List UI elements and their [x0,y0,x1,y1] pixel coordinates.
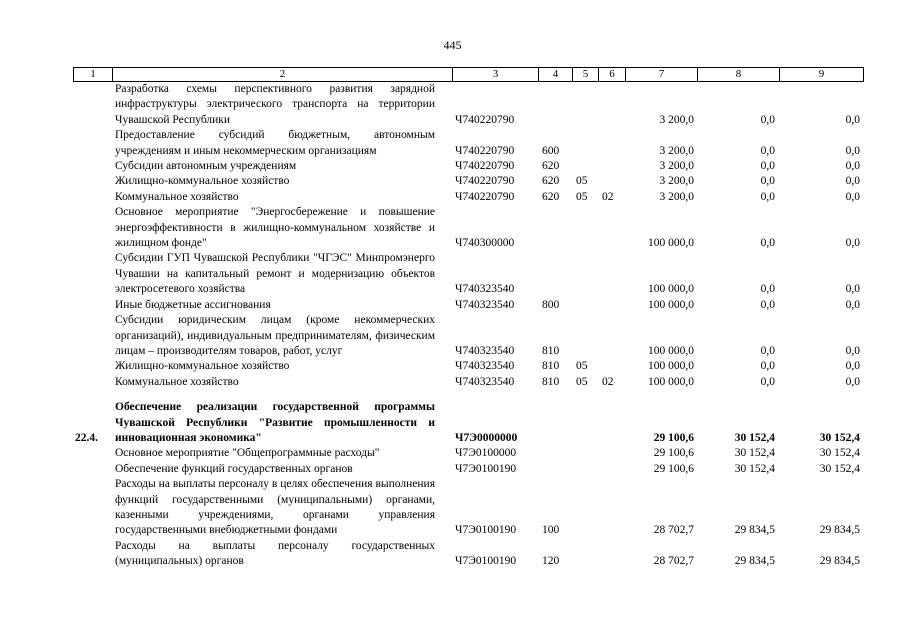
amount-col-8: 30 152,4 [734,462,775,475]
expense-type-code: 600 [542,144,560,157]
amount-col-8: 0,0 [760,144,775,157]
row-name: Основное мероприятие "Энергосбережение и повышение энергоэффективности в жилищно-коммунальном хозяйстве и жилищном фонде" [115,206,435,250]
amount-col-7: 100 000,0 [648,360,694,373]
amount-col-8: 0,0 [760,344,775,357]
target-article-code: Ч740300000 [455,237,515,250]
expense-type-code: 810 [542,360,560,373]
target-article-code: Ч740323540 [455,360,515,373]
target-article-code: Ч740220790 [455,144,515,157]
row-name: Субсидии юридическим лицам (кроме некоммерческих организаций), индивидуальным предпринимателям, физическим лицам – производителям товаров, работ, услуг [115,314,435,357]
table-row [73,446,864,461]
row-name: Расходы на выплаты персоналу в целях обеспечения выполнения функций государственными (муниципальными) органами, казенными учреждениями, органами управления государственными внебюджетными фондами [115,478,435,537]
amount-col-8: 29 834,5 [734,555,775,568]
table-row [73,159,864,174]
amount-col-9: 0,0 [845,344,860,357]
expense-type-code: 620 [542,175,560,188]
amount-col-8: 0,0 [760,298,775,311]
amount-col-8: 30 152,4 [734,447,775,460]
amount-col-7: 3 200,0 [659,144,694,157]
amount-col-7: 29 100,6 [653,462,694,475]
section-code: 05 [576,375,588,388]
amount-col-9: 29 834,5 [819,524,860,537]
page-number: 445 [443,38,462,52]
amount-col-8: 30 152,4 [734,431,775,444]
amount-col-7: 100 000,0 [648,283,694,296]
table-row [73,313,864,359]
amount-col-7: 100 000,0 [648,298,694,311]
amount-col-8: 0,0 [760,190,775,203]
header-col-4: 4 [538,68,572,81]
table-row [73,539,864,570]
target-article-code: Ч7Э0100190 [455,555,517,568]
target-article-code: Ч740323540 [455,344,515,357]
table-row [73,359,864,374]
target-article-code: Ч740220790 [455,175,515,188]
header-col-1: 1 [90,68,96,80]
amount-col-8: 0,0 [760,283,775,296]
amount-col-8: 0,0 [760,360,775,373]
target-article-code: Ч7Э0100190 [455,462,517,475]
amount-col-7: 100 000,0 [648,237,694,250]
header-col-9: 9 [779,68,863,81]
amount-col-8: 0,0 [760,375,775,388]
row-name: Жилищно-коммунальное хозяйство [115,360,290,373]
header-col-7: 7 [625,68,697,81]
amount-col-9: 0,0 [845,175,860,188]
target-article-code: Ч740220790 [455,160,515,173]
table-row [73,462,864,477]
amount-col-8: 0,0 [760,113,775,126]
table-header [73,67,864,82]
amount-col-7: 28 702,7 [653,524,694,537]
amount-col-7: 3 200,0 [659,190,694,203]
header-col-2: 2 [112,68,452,81]
amount-col-7: 3 200,0 [659,175,694,188]
target-article-code: Ч740220790 [455,113,515,126]
row-name: Расходы на выплаты персоналу государственных (муниципальных) органов [115,539,435,568]
section-code: 05 [576,360,588,373]
row-name: Иные бюджетные ассигнования [115,298,271,311]
amount-col-9: 0,0 [845,144,860,157]
target-article-code: Ч740323540 [455,283,515,296]
section-code: 05 [576,190,588,203]
row-name: Субсидии ГУП Чувашской Республики "ЧГЭС" Минпромэнерго Чувашии на капитальный ремонт и модернизацию объектов электросетевого хозяйства [115,252,435,296]
row-spacer [73,390,864,400]
table-row [73,82,864,128]
amount-col-8: 0,0 [760,175,775,188]
target-article-code: Ч7Э0100190 [455,524,517,537]
amount-col-9: 0,0 [845,190,860,203]
amount-col-7: 28 702,7 [653,555,694,568]
target-article-code: Ч740220790 [455,190,515,203]
row-name: Предоставление субсидий бюджетным, автономным учреждениям и иным некоммерческим организациям [115,129,435,157]
amount-col-7: 29 100,6 [653,447,694,460]
amount-col-7: 100 000,0 [648,375,694,388]
table-row [73,375,864,390]
row-name: Коммунальное хозяйство [115,375,239,388]
target-article-code: Ч7Э0000000 [455,431,518,444]
amount-col-8: 29 834,5 [734,524,775,537]
expense-type-code: 810 [542,375,560,388]
table-body [73,82,864,570]
row-name: Обеспечение функций государственных органов [115,462,353,475]
table-row [73,128,864,159]
amount-col-7: 3 200,0 [659,113,694,126]
table-row [73,174,864,189]
amount-col-9: 0,0 [845,298,860,311]
amount-col-8: 0,0 [760,160,775,173]
amount-col-7: 29 100,6 [653,431,694,444]
table-row [73,205,864,251]
table-row [73,190,864,205]
amount-col-9: 30 152,4 [819,431,860,444]
row-name: Субсидии автономным учреждениям [115,160,297,173]
table-row [73,251,864,297]
amount-col-7: 3 200,0 [659,160,694,173]
amount-col-8: 0,0 [760,237,775,250]
header-col-8: 8 [697,68,779,81]
table-row [73,477,864,539]
subsection-code: 02 [602,190,614,203]
expense-type-code: 810 [542,344,560,357]
expense-type-code: 120 [542,555,560,568]
target-article-code: Ч740323540 [455,375,515,388]
amount-col-7: 100 000,0 [648,344,694,357]
expense-type-code: 800 [542,298,560,311]
row-name: Разработка схемы перспективного развития зарядной инфраструктуры электрического транспорта на территории Чувашской Республики [115,83,435,126]
amount-col-9: 0,0 [845,237,860,250]
amount-col-9: 30 152,4 [819,447,860,460]
row-name: Обеспечение реализации государственной программы Чувашской Республики "Развитие промышленности и инновационная экономика" [115,401,435,444]
table-row [73,400,864,446]
amount-col-9: 0,0 [845,113,860,126]
expense-type-code: 620 [542,160,560,173]
amount-col-9: 30 152,4 [819,462,860,475]
row-name: Основное мероприятие "Общепрограммные расходы" [115,447,380,460]
target-article-code: Ч740323540 [455,298,515,311]
header-col-3: 3 [452,68,538,81]
row-name: Жилищно-коммунальное хозяйство [115,175,290,188]
amount-col-9: 29 834,5 [819,555,860,568]
expense-type-code: 620 [542,190,560,203]
section-code: 05 [576,175,588,188]
table-row [73,298,864,313]
amount-col-9: 0,0 [845,283,860,296]
amount-col-9: 0,0 [845,375,860,388]
amount-col-9: 0,0 [845,160,860,173]
header-col-5: 5 [572,68,598,81]
target-article-code: Ч7Э0100000 [455,447,517,460]
amount-col-9: 0,0 [845,360,860,373]
row-name: Коммунальное хозяйство [115,190,239,203]
row-number: 22.4. [75,431,98,444]
budget-table [73,67,864,570]
subsection-code: 02 [602,375,614,388]
header-col-6: 6 [598,68,625,81]
expense-type-code: 100 [542,524,560,537]
